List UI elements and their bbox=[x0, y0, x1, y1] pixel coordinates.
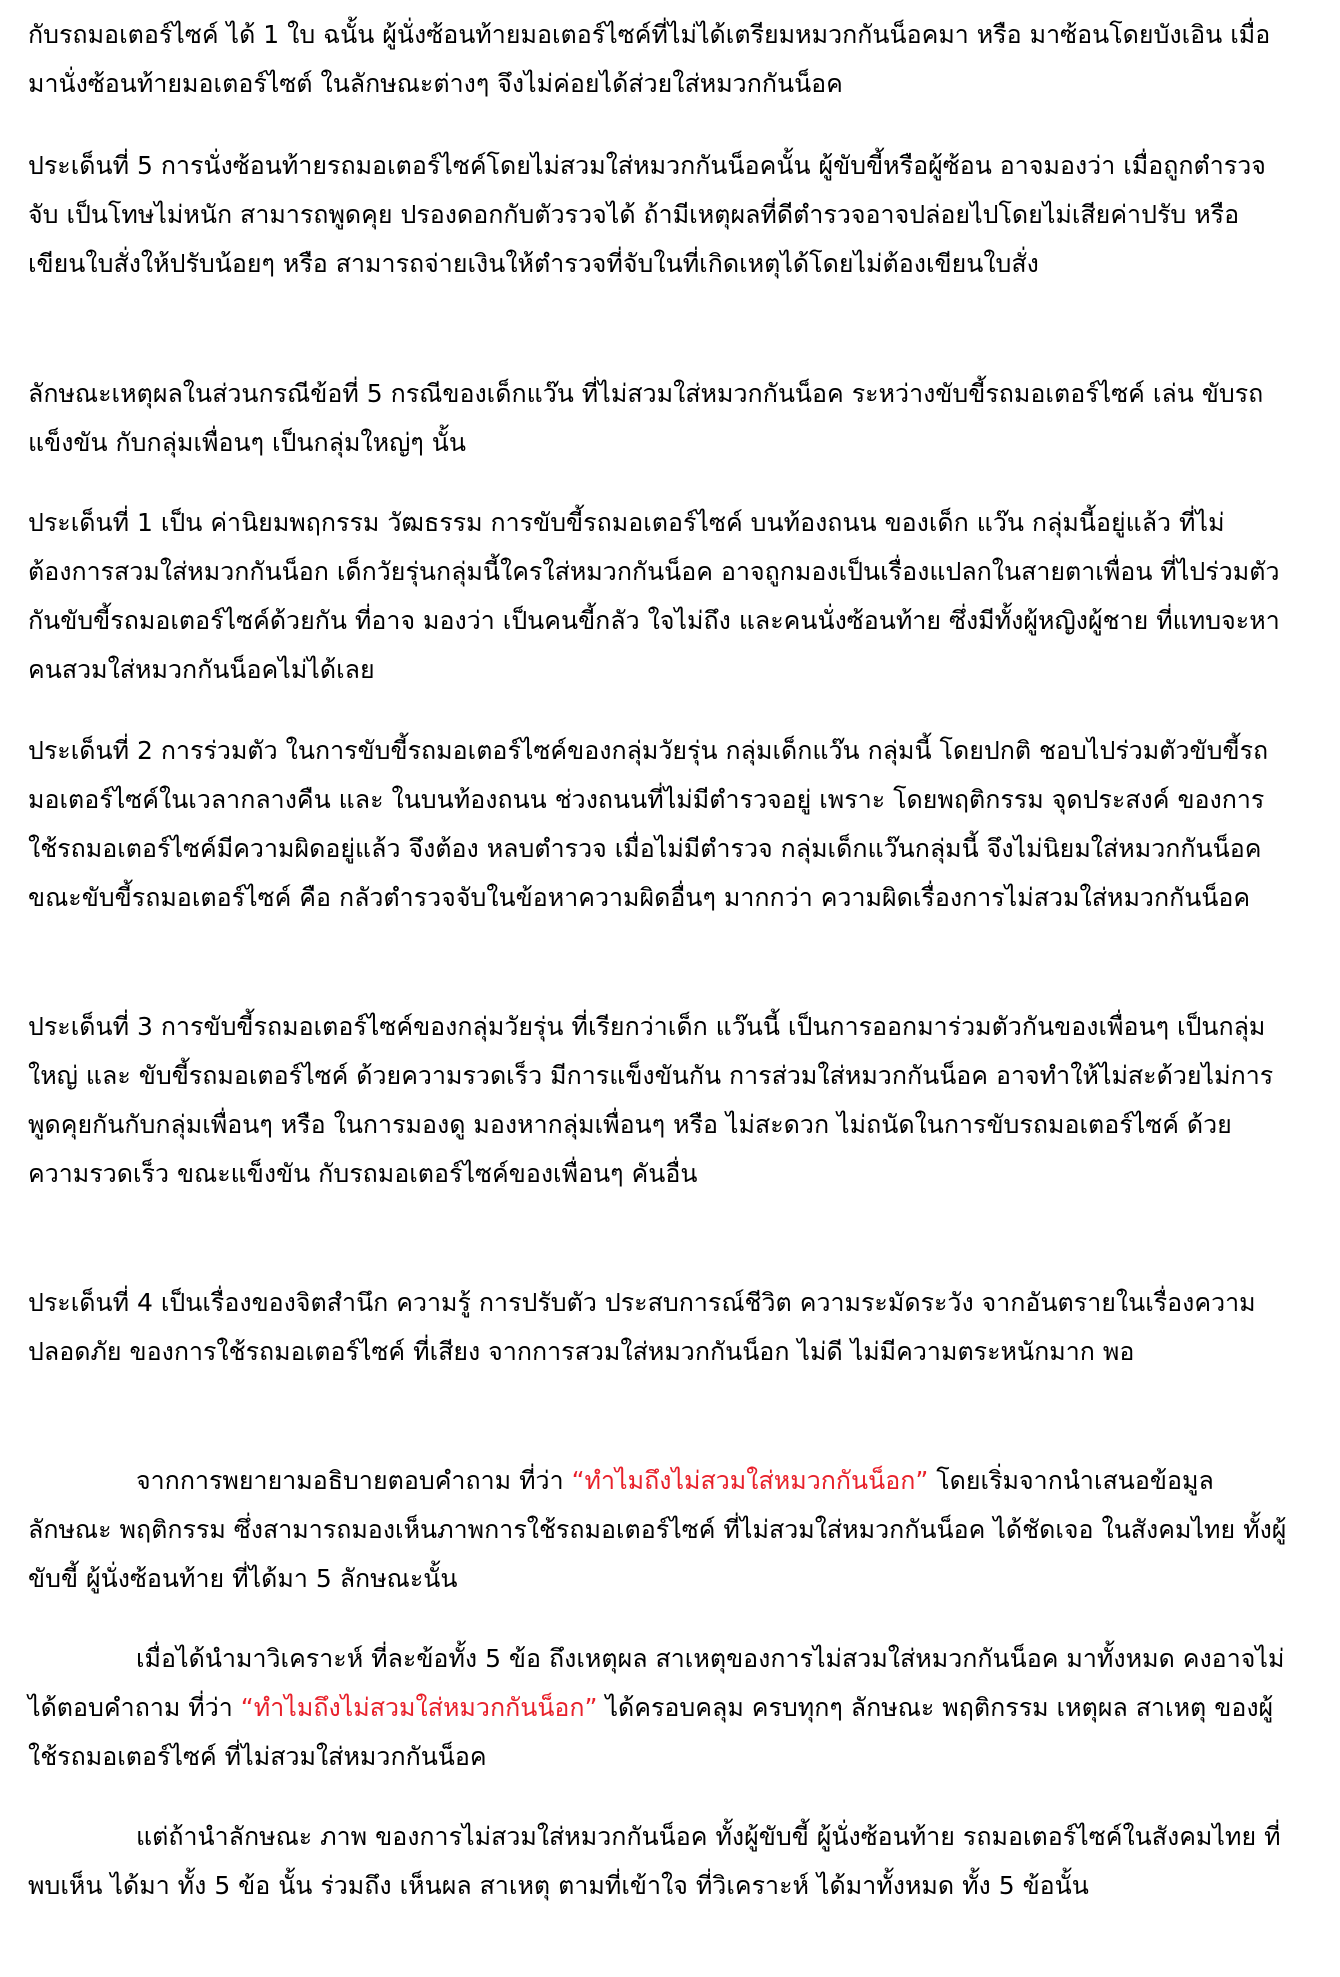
paragraph-reason-case-5: ลักษณะเหตุผลในส่วนกรณีข้อที่ 5 กรณีของเด็กแว๊น ที่ไม่สวมใส่หมวกกันน็อค ระหว่างขับขี้รถมอเตอร์ไซค์ เล่น ขับรถแข็งขัน กับกลุ่มเพื่อนๆ เป็นกลุ่มใหญ่ๆ นั้น bbox=[28, 379, 1264, 457]
summary-2-after: ได้ครอบคลุม ครบทุกๆ ลักษณะ พฤติกรรม เหตุผล สาเหตุ ของผู้ใช้รถมอเตอร์ไซค์ ที่ไม่สวมใส่หมวกกันน็อค bbox=[28, 1693, 1274, 1771]
summary-2-quote: “ทำไมถึงไม่สวมใส่หมวกกันน็อก” bbox=[240, 1693, 598, 1722]
paragraph-point-3: ประเด็นที่ 3 การขับขี้รถมอเตอร์ไซค์ของกลุ่มวัยรุ่น ที่เรียกว่าเด็ก แว๊นนี้ เป็นการออกมาร่วมตัวกันของเพื่อนๆ เป็นกลุ่มใหญ่ และ ขับขี้รถมอเตอร์ไซค์ ด้วยความรวดเร็ว มีการแข็งขันกัน การส่วมใส่หมวกกันน็อค อาจทำให้ไม่สะด้วยไม่การ พูดคุยกันกับกลุ่มเพื่อนๆ หรือ ในการมองดู มองหากลุ่มเพื่อนๆ หรือ ไม่สะดวก ไม่ถนัดในการขับรถมอเตอร์ไซค์ ด้วยความรวดเร็ว ขณะแข็งขัน กับรถมอเตอร์ไซค์ของเพื่อนๆ คันอื่น bbox=[28, 1012, 1274, 1188]
paragraph-issue-5: ประเด็นที่ 5 การนั่งซ้อนท้ายรถมอเตอร์ไซค์โดยไม่สวมใส่หมวกกันน็อคนั้น ผู้ขับขี้หรือผู้ซ้อน อาจมองว่า เมื่อถูกตำรวจจับ เป็นโทษไม่หนัก สามารถพูดคุย ปรองดอกกับตัวรวจได้ ถ้ามีเหตุผลที่ดีตำรวจอาจปล่อยไปโดยไม่เสียค่าปรับ หรือ เขียนใบสั่งให้ปรับน้อยๆ หรือ สามารถจ่ายเงินให้ตำรวจที่จับในที่เกิดเหตุได้โดยไม่ต้องเขียนใบสั่ง bbox=[28, 151, 1266, 278]
summary-1-before: จากการพยายามอธิบายตอบคำถาม ที่ว่า bbox=[136, 1466, 572, 1495]
paragraph-summary-1 bbox=[28, 1456, 1290, 1603]
paragraph-passenger-helmet: กับรถมอเตอร์ไซค์ ได้ 1 ใบ ฉนั้น ผู้นั่งซ้อนท้ายมอเตอร์ไซค์ที่ไม่ได้เตรียมหมวกกันน็อคมา หรือ มาซ้อนโดยบังเอิน เมื่อมานั่งซ้อนท้ายมอเตอร์ไซต์ ในลักษณะต่างๆ จึงไม่ค่อยได้ส่วยใส่หมวกกันน็อค bbox=[28, 20, 1271, 98]
paragraph-summary-2 bbox=[28, 1634, 1290, 1781]
summary-2-before: เมื่อได้นำมาวิเคราะห์ ที่ละข้อทั้ง 5 ข้อ ถึงเหตุผล สาเหตุของการไม่สวมใส่หมวกกันน็อค มาทั้งหมด คงอาจไม่ได้ตอบคำถาม ที่ว่า bbox=[28, 1644, 1285, 1722]
paragraph-point-1: ประเด็นที่ 1 เป็น ค่านิยมพฤกรรม วัฒธรรม การขับขี้รถมอเตอร์ไซค์ บนท้องถนน ของเด็ก แว๊น กลุ่มนี้อยู่แล้ว ที่ไม่ต้องการสวมใส่หมวกกันน็อก เด็กวัยรุ่นกลุ่มนี้ใครใส่หมวกกันน็อค อาจถูกมองเป็นเรื่องแปลกในสายตาเพื่อน ที่ไปร่วมตัวกันขับขี้รถมอเตอร์ไซค์ด้วยกัน ที่อาจ มองว่า เป็นคนขี้กลัว ใจไม่ถึง และคนนั่งซ้อนท้าย ซึ่งมีทั้งผู้หญิงผู้ชาย ที่แทบจะหาคนสวมใส่หมวกกันน็อคไม่ได้เลย bbox=[28, 508, 1280, 684]
paragraph-summary-3: แต่ถ้านำลักษณะ ภาพ ของการไม่สวมใส่หมวกกันน็อค ทั้งผู้ขับขี้ ผู้นั่งซ้อนท้าย รถมอเตอร์ไซค์ในสังคมไทย ที่พบเห็น ได้มา ทั้ง 5 ข้อ นั้น ร่วมถึง เห็นผล สาเหตุ ตามที่เข้าใจ ที่วิเคราะห์ ได้มาทั้งหมด ทั้ง 5 ข้อนั้น bbox=[28, 1822, 1281, 1900]
summary-1-after: โดยเริ่มจากนำเสนอข้อมูล ลักษณะ พฤติกรรม ซึ่งสามารถมองเห็นภาพการใช้รถมอเตอร์ไซค์ ที่ไม่สวมใส่หมวกกันน็อค ได้ชัดเจอ ในสังคมไทย ทั้งผู้ขับขี้ ผู้นั่งซ้อนท้าย ที่ได้มา 5 ลักษณะนั้น bbox=[28, 1466, 1287, 1593]
summary-1-quote: “ทำไมถึงไม่สวมใส่หมวกกันน็อก” bbox=[571, 1466, 929, 1495]
paragraph-point-4: ประเด็นที่ 4 เป็นเรื่องของจิตสำนึก ความรู้ การปรับตัว ประสบการณ์ชีวิต ความระมัดระวัง จากอันตรายในเรื่องความปลอดภัย ของการใช้รถมอเตอร์ไซค์ ที่เสียง จากการสวมใส่หมวกกันน็อก ไม่ดี ไม่มีความตระหนักมาก พอ bbox=[28, 1288, 1256, 1366]
paragraph-point-2: ประเด็นที่ 2 การร่วมตัว ในการขับขี้รถมอเตอร์ไซค์ของกลุ่มวัยรุ่น กลุ่มเด็กแว๊น กลุ่มนี้ โดยปกติ ชอบไปร่วมตัวขับขี้รถมอเตอร์ไซค์ในเวลากลางคืน และ ในบนท้องถนน ช่วงถนนที่ไม่มีตำรวจอยู่ เพราะ โดยพฤติกรรม จุดประสงค์ ของการใช้รถมอเตอร์ไซค์มีความผิดอยู่แล้ว จึงต้อง หลบตำรวจ เมื่อไม่มีตำรวจ กลุ่มเด็กแว๊นกลุ่มนี้ จึงไม่นิยมใส่หมวกกันน็อค ขณะขับขี้รถมอเตอร์ไซค์ คือ กลัวตำรวจจับในข้อหาความผิดอื่นๆ มากกว่า ความผิดเรื่องการไม่สวมใส่หมวกกันน็อค bbox=[28, 736, 1269, 912]
document-page bbox=[28, 10, 1290, 1960]
